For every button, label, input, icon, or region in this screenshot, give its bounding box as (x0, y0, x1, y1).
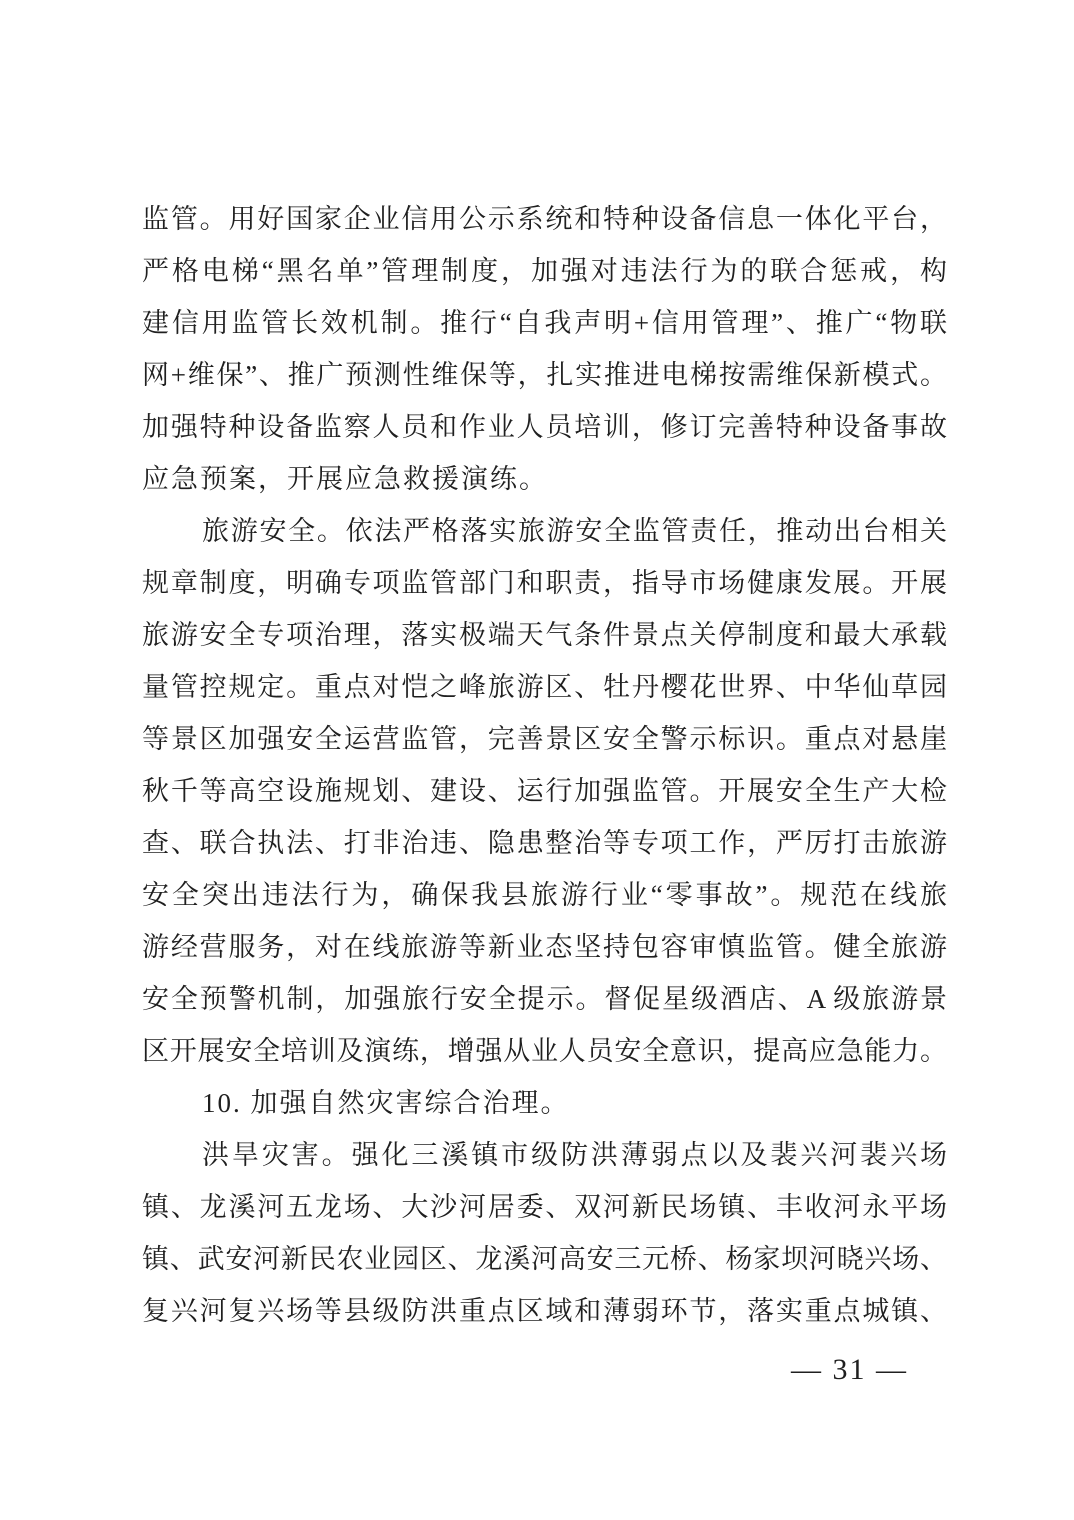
text-line: 规章制度，明确专项监管部门和职责，指导市场健康发展。开展 (142, 568, 947, 598)
section-heading-item-10: 10. 加强自然灾害综合治理。 (202, 1088, 570, 1118)
text-line: 秋千等高空设施规划、建设、运行加强监管。开展安全生产大检 (142, 776, 947, 806)
text-line: 旅游安全专项治理，落实极端天气条件景点关停制度和最大承载 (142, 620, 947, 650)
text-line: 安全预警机制，加强旅行安全提示。督促星级酒店、A 级旅游景 (142, 984, 947, 1014)
text-line: 等景区加强安全运营监管，完善景区安全警示标识。重点对悬崖 (142, 724, 947, 754)
text-line: 安全突出违法行为，确保我县旅游行业“零事故”。规范在线旅 (142, 880, 947, 910)
text-line: 查、联合执法、打非治违、隐患整治等专项工作，严厉打击旅游 (142, 828, 947, 858)
text-line: 区开展安全培训及演练，增强从业人员安全意识，提高应急能力。 (142, 1036, 947, 1066)
body-text (142, 193, 947, 1337)
text-line: 复兴河复兴场等县级防洪重点区域和薄弱环节，落实重点城镇、 (142, 1296, 947, 1326)
text-line: 网+维保”、推广预测性维保等，扎实推进电梯按需维保新模式。 (142, 360, 947, 390)
text-line: 游经营服务，对在线旅游等新业态坚持包容审慎监管。健全旅游 (142, 932, 947, 962)
text-line-paragraph-end: 应急预案，开展应急救援演练。 (142, 464, 548, 494)
text-line: 量管控规定。重点对恺之峰旅游区、牡丹樱花世界、中华仙草园 (142, 672, 947, 702)
text-line: 加强特种设备监察人员和作业人员培训，修订完善特种设备事故 (142, 412, 947, 442)
text-line: 监管。用好国家企业信用公示系统和特种设备信息一体化平台， (142, 204, 947, 234)
text-line: 镇、龙溪河五龙场、大沙河居委、双河新民场镇、丰收河永平场 (142, 1192, 947, 1222)
text-line-paragraph-start: 洪旱灾害。强化三溪镇市级防洪薄弱点以及裴兴河裴兴场 (202, 1140, 947, 1170)
page-number: — 31 — (791, 1353, 908, 1386)
text-line: 建信用监管长效机制。推行“自我声明+信用管理”、推广“物联 (142, 308, 947, 338)
text-line: 镇、武安河新民农业园区、龙溪河高安三元桥、杨家坝河晓兴场、 (142, 1244, 947, 1274)
text-line: 严格电梯“黑名单”管理制度，加强对违法行为的联合惩戒，构 (142, 256, 947, 286)
text-line-paragraph-start: 旅游安全。依法严格落实旅游安全监管责任，推动出台相关 (202, 516, 947, 546)
